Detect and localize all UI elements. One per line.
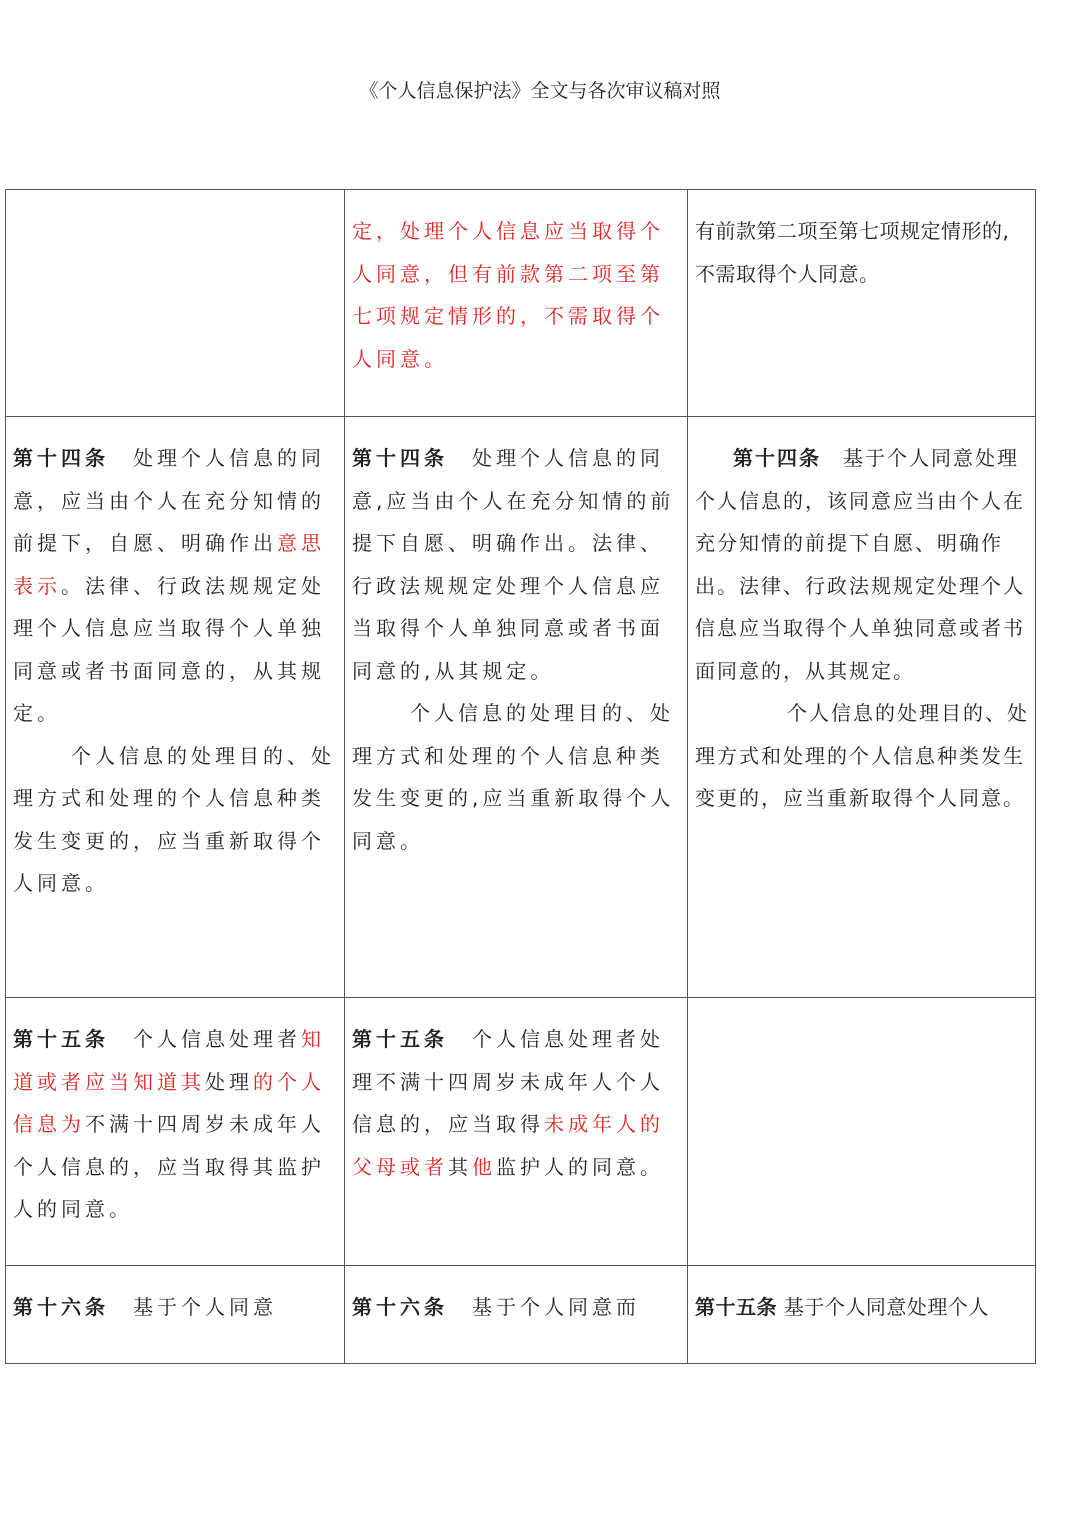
article-paragraph xyxy=(352,1286,681,1329)
article-paragraph xyxy=(13,1286,338,1329)
comparison-table xyxy=(5,189,1036,1364)
article-paragraph xyxy=(352,437,681,692)
article-text: 基于个人同意 xyxy=(133,1295,277,1319)
article-text: 。法律、行政法规规定处理个人信息应当取得个人单独同意或者书面同意的，从其规定。 xyxy=(13,573,325,725)
article-text: 不满十四周岁未成年人个人信息的，应当取得其监护人的同意。 xyxy=(13,1112,325,1221)
article-text: 处理个人信息的同意,应当由个人在充分知情的前提下自愿、明确作出。法律、行政法规规定处理个人信息应当取得个人单独同意或者书面同意的,从其规定。 xyxy=(352,446,675,683)
cell-draft1 xyxy=(6,1266,345,1364)
article-text: 基于个人同意处理个人信息的，该同意应当由个人在充分知情的前提下自愿、明确作出。法律、行政法规规定处理个人信息应当取得个人单独同意或者书面同意的，从其规定。 xyxy=(695,446,1025,683)
article-number: 第十五条 xyxy=(352,1027,448,1051)
cell-draft1-empty xyxy=(6,190,345,417)
amended-text: 知道或者应当知道其 xyxy=(13,1027,325,1094)
article-text: 基于个人同意处理个人 xyxy=(783,1295,989,1319)
article-number: 第十五条 xyxy=(13,1027,109,1051)
table-row xyxy=(6,190,1036,417)
article-number: 第十四条 xyxy=(13,446,109,470)
table-row xyxy=(6,998,1036,1266)
article-number: 第十四条 xyxy=(733,446,821,470)
table-row xyxy=(6,417,1036,998)
page-title: 《个人信息保护法》全文与各次审议稿对照 xyxy=(359,80,721,102)
article-paragraph: 个人信息的处理目的、处理方式和处理的个人信息种类发生变更的，应当重新取得个人同意。 xyxy=(13,743,335,895)
article-text: 监护人的同意。 xyxy=(496,1154,664,1179)
article-text: 有前款第二项至第七项规定情形的,不需取得个人同意。 xyxy=(695,219,1010,286)
article-paragraph xyxy=(13,437,338,735)
article-paragraph xyxy=(352,1018,681,1188)
article-text: 个人信息处理者 xyxy=(133,1027,301,1051)
article-number: 第十五条 xyxy=(695,1295,777,1319)
cell-draft1 xyxy=(6,417,345,998)
cell-final xyxy=(688,417,1036,998)
cell-draft2 xyxy=(345,190,688,417)
amended-text: 的个人信息为 xyxy=(13,1069,325,1136)
article-paragraph xyxy=(695,1286,1029,1329)
cell-draft2 xyxy=(345,1266,688,1364)
article-paragraph xyxy=(695,437,1029,692)
article-text: 处理 xyxy=(205,1069,253,1094)
article-text: 定，处理个人信息应当取得个人同意，但有前款第二项至第七项规定情形的，不需取得个人同意。 xyxy=(352,219,664,371)
article-paragraph: 个人信息的处理目的、处理方式和处理的个人信息种类发生变更的，应当重新取得个人同意。 xyxy=(695,701,1029,810)
table-row xyxy=(6,1266,1036,1364)
article-number: 第十六条 xyxy=(352,1295,448,1319)
article-number: 第十四条 xyxy=(352,446,448,470)
amended-text: 他 xyxy=(472,1154,496,1179)
cell-draft1 xyxy=(6,998,345,1266)
cell-draft2 xyxy=(345,417,688,998)
article-text: 处理个人信息的同意，应当由个人在充分知情的前提下，自愿、明确作出 xyxy=(13,446,325,555)
cell-final xyxy=(688,190,1036,417)
article-paragraph: 个人信息的处理目的、处理方式和处理的个人信息种类发生变更的,应当重新取得个人同意。 xyxy=(352,701,675,853)
article-text: 基于个人同意而 xyxy=(472,1295,640,1319)
article-paragraph xyxy=(13,1018,338,1231)
cell-final xyxy=(688,1266,1036,1364)
article-number: 第十六条 xyxy=(13,1295,109,1319)
cell-draft2 xyxy=(345,998,688,1266)
amended-text: 未成年人的父母或者 xyxy=(352,1112,664,1179)
amended-text: 意思表示 xyxy=(13,531,325,598)
cell-final-empty xyxy=(688,998,1036,1266)
article-text: 个人信息处理者处理不满十四周岁未成年人个人信息的，应当取得 xyxy=(352,1027,664,1136)
article-text: 其 xyxy=(448,1154,472,1179)
